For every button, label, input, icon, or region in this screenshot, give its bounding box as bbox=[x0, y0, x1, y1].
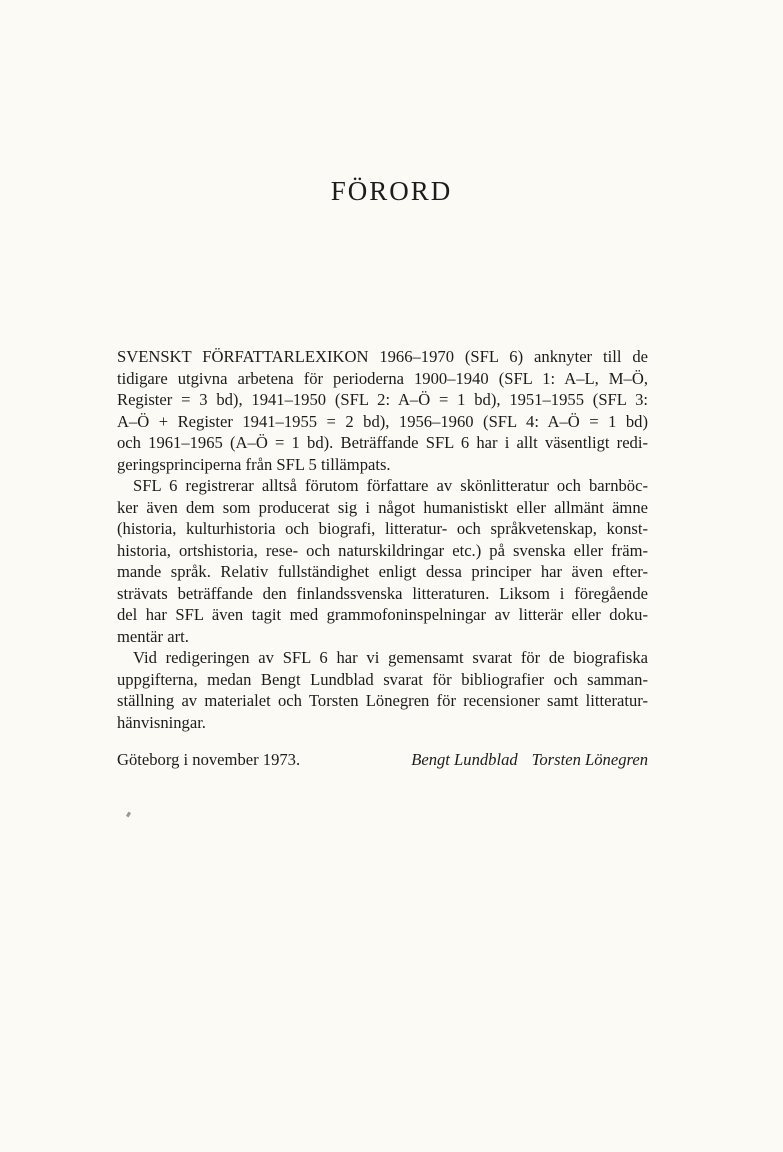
author-name: Bengt Lundblad bbox=[411, 750, 518, 769]
text-line: Vid redigeringen av SFL 6 har vi gemensamt svarat för de biografiska bbox=[133, 648, 648, 667]
text-line: strävats beträffande den finlandssvenska litteraturen. Liksom i föregående bbox=[117, 583, 648, 603]
text-line: mentär art. bbox=[117, 626, 189, 646]
page-title: FÖRORD bbox=[330, 176, 453, 206]
text-line: SFL 6 registrerar alltså förutom författare av skönlitteratur och barnböc- bbox=[133, 476, 648, 495]
authors bbox=[411, 750, 648, 770]
text-line: hänvisningar. bbox=[117, 712, 206, 732]
text-line: ställning av materialet och Torsten Lönegren för recensioner samt litteratur- bbox=[117, 691, 648, 710]
text-line: SVENSKT FÖRFATTARLEXIKON 1966–1970 (SFL 6) anknyter till de bbox=[117, 347, 648, 366]
place-date: Göteborg i november 1973. bbox=[117, 750, 301, 769]
author-name: Torsten Lönegren bbox=[531, 750, 648, 769]
text-line: tidigare utgivna arbetena för perioderna 1900–1940 (SFL 1: A–L, M–Ö, bbox=[117, 368, 648, 388]
paragraph-3 bbox=[117, 647, 648, 733]
text-line: ker även dem som producerat sig i något humanistiskt eller allmänt ämne bbox=[117, 497, 648, 517]
paragraph-2 bbox=[117, 475, 648, 647]
text-line: del har SFL även tagit med grammofoninspelningar av litterär eller doku- bbox=[117, 605, 648, 624]
text-line: historia, ortshistoria, rese- och naturskildringar etc.) på svenska eller främ- bbox=[117, 540, 648, 560]
text-line: mande språk. Relativ fullständighet enligt dessa principer har även efter- bbox=[117, 562, 648, 581]
scan-speck bbox=[126, 812, 131, 818]
text-line: A–Ö + Register 1941–1955 = 2 bd), 1956–1960 (SFL 4: A–Ö = 1 bd) bbox=[117, 411, 648, 431]
text-line: och 1961–1965 (A–Ö = 1 bd). Beträffande SFL 6 har i allt väsentligt redi- bbox=[117, 433, 648, 452]
foreword-body bbox=[117, 346, 648, 733]
text-line: (historia, kulturhistoria och biografi, litteratur- och språkvetenskap, konst- bbox=[117, 519, 648, 538]
paragraph-1 bbox=[117, 346, 648, 475]
text-line: Register = 3 bd), 1941–1950 (SFL 2: A–Ö = 1 bd), 1951–1955 (SFL 3: bbox=[117, 390, 648, 409]
text-line: geringsprinciperna från SFL 5 tillämpats. bbox=[117, 454, 391, 474]
text-line: uppgifterna, medan Bengt Lundblad svarat för bibliografier och samman- bbox=[117, 669, 648, 689]
